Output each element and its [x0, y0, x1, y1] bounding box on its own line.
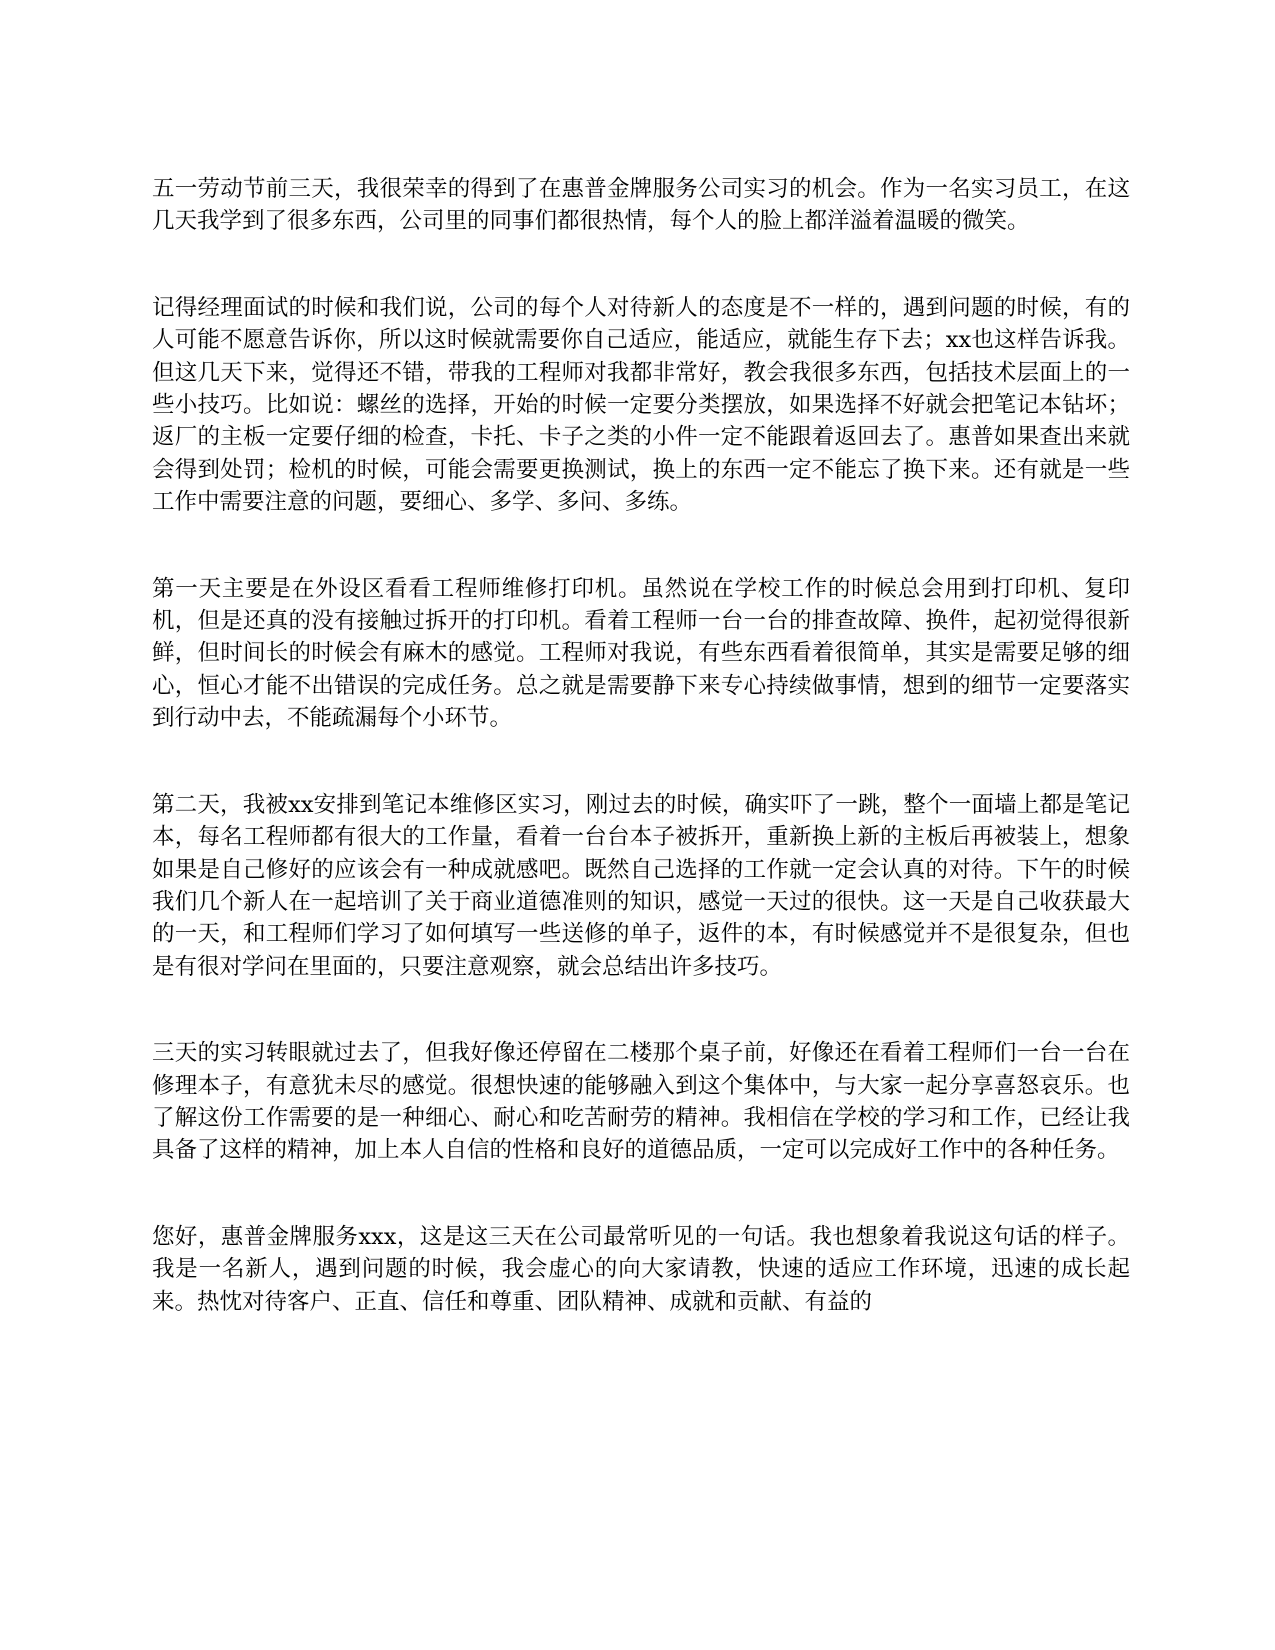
paragraph-3: 第一天主要是在外设区看看工程师维修打印机。虽然说在学校工作的时候总会用到打印机、复印机，但是还真的没有接触过拆开的打印机。看着工程师一台一台的排查故障、换件，起初觉得很新鲜，但时间长的时候会有麻木的感觉。工程师对我说，有些东西看着很简单，其实是需要足够的细心，恒心才能不出错误的完成任务。总之就是需要静下来专心持续做事情，想到的细节一定要落实到行动中去，不能疏漏每个小环节。 — [152, 575, 1130, 732]
paragraph-6: 您好，惠普金牌服务xxx，这是这三天在公司最常听见的一句话。我也想象着我说这句话的样子。我是一名新人，遇到问题的时候，我会虚心的向大家请教，快速的适应工作环境，迅速的成长起来。热忱对待客户、正直、信任和尊重、团队精神、成就和贡献、有益的 — [152, 1223, 1130, 1315]
paragraph-1: 五一劳动节前三天，我很荣幸的得到了在惠普金牌服务公司实习的机会。作为一名实习员工，在这几天我学到了很多东西，公司里的同事们都很热情，每个人的脸上都洋溢着温暖的微笑。 — [152, 176, 1130, 235]
paragraph-2: 记得经理面试的时候和我们说，公司的每个人对待新人的态度是不一样的，遇到问题的时候，有的人可能不愿意告诉你，所以这时候就需要你自己适应，能适应，就能生存下去；xx也这样告诉我。但这几天下来，觉得还不错，带我的工程师对我都非常好，教会我很多东西，包括技术层面上的一些小技巧。比如说：螺丝的选择，开始的时候一定要分类摆放，如果选择不好就会把笔记本钻坏；返厂的主板一定要仔细的检查，卡托、卡子之类的小件一定不能跟着返回去了。惠普如果查出来就会得到处罚；检机的时候，可能会需要更换测试，换上的东西一定不能忘了换下来。还有就是一些工作中需要注意的问题，要细心、多学、多问、多练。 — [152, 294, 1130, 516]
paragraph-5: 三天的实习转眼就过去了，但我好像还停留在二楼那个桌子前，好像还在看着工程师们一台一台在修理本子，有意犹未尽的感觉。很想快速的能够融入到这个集体中，与大家一起分享喜怒哀乐。也了解这份工作需要的是一种细心、耐心和吃苦耐劳的精神。我相信在学校的学习和工作，已经让我具备了这样的精神，加上本人自信的性格和良好的道德品质，一定可以完成好工作中的各种任务。 — [152, 1040, 1130, 1164]
paragraph-4: 第二天，我被xx安排到笔记本维修区实习，刚过去的时候，确实吓了一跳，整个一面墙上都是笔记本，每名工程师都有很大的工作量，看着一台台本子被拆开，重新换上新的主板后再被装上，想象如果是自己修好的应该会有一种成就感吧。既然自己选择的工作就一定会认真的对待。下午的时候我们几个新人在一起培训了关于商业道德准则的知识，感觉一天过的很快。这一天是自己收获最大的一天，和工程师们学习了如何填写一些送修的单子，返件的本，有时候感觉并不是很复杂，但也是有很对学问在里面的，只要注意观察，就会总结出许多技巧。 — [152, 791, 1130, 980]
document-body — [152, 173, 1130, 1372]
